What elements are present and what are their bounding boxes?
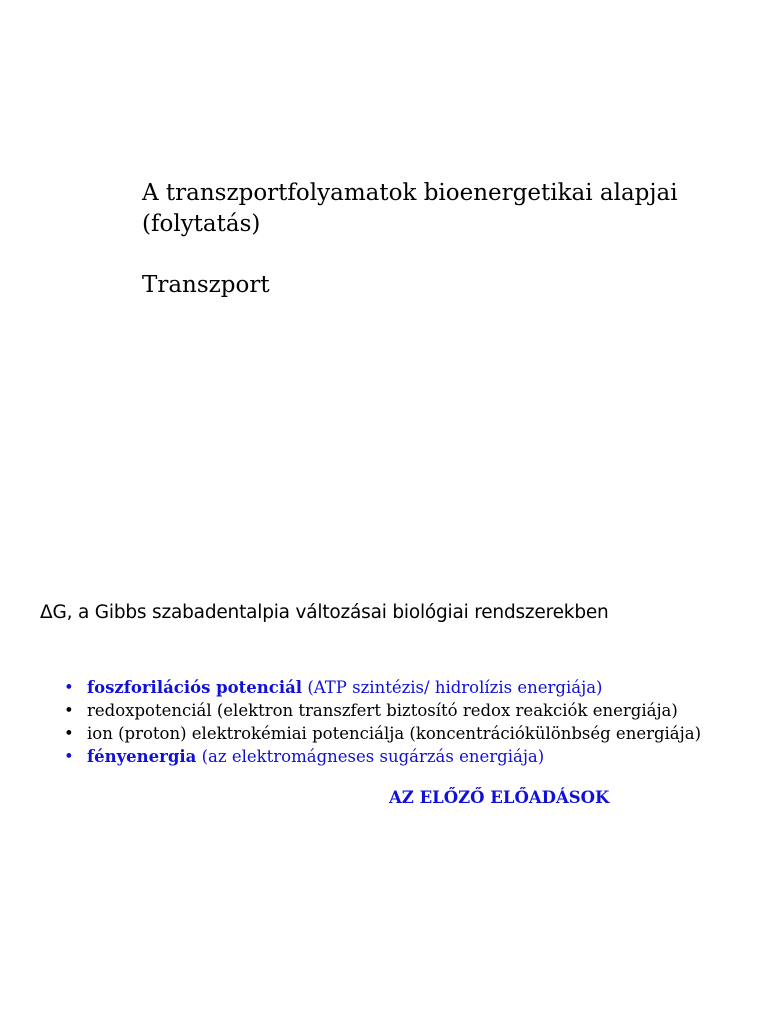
list-item-phosphorylation-potential [64,676,744,699]
list-item-description: (ATP szintézis/ hidrolízis energiája) [302,678,603,697]
list-item-light-energy [64,745,744,768]
title-line-1: A transzportfolyamatok bioenergetikai alapjai [142,180,678,206]
list-item-electrochemical-potential [64,722,744,745]
list-item-description: redoxpotenciál (elektron transzfert biztosító redox reakciók energiája) [87,701,678,720]
list-item-term: foszforilációs potenciál [87,678,303,697]
section-heading: ΔG, a Gibbs szabadentalpia változásai biológiai rendszerekben [40,602,609,623]
title-line-2: (folytatás) [142,211,261,237]
list-item-term: fényenergia [87,747,197,766]
list-item-description: ion (proton) elektrokémiai potenciálja (koncentrációkülönbség energiája) [87,724,702,743]
list-item-description: (az elektromágneses sugárzás energiája) [196,747,545,766]
page-title [142,178,678,240]
energy-forms-list [64,676,744,768]
bullet-dot: • [64,747,74,766]
previous-lectures-note: AZ ELŐZŐ ELŐADÁSOK [389,787,610,807]
bullet-dot: • [64,701,74,720]
bullet-dot: • [64,678,74,697]
page-subtitle: Transzport [142,272,270,298]
bullet-dot: • [64,724,74,743]
list-item-redox-potential [64,699,744,722]
